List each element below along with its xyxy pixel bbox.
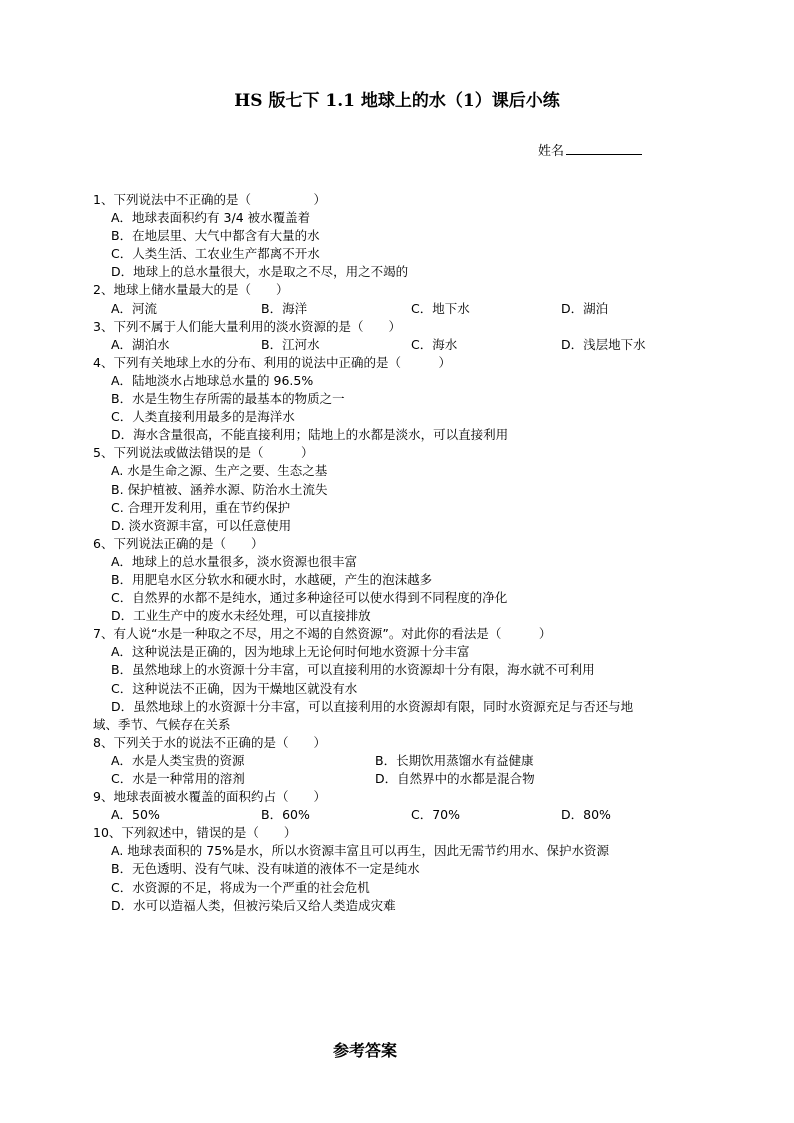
question-10-stem: 10、下列叙述中，错误的是（ ） [93, 825, 297, 841]
question-4-option-c: C．人类直接利用最多的是海洋水 [111, 409, 295, 425]
question-9-stem: 9、地球表面被水覆盖的面积约占（ ） [93, 789, 326, 805]
question-4-option-a: A．陆地淡水占地球总水量的 96.5% [111, 372, 314, 388]
question-6-stem: 6、下列说法正确的是（ ） [93, 535, 264, 551]
question-2-option-b: B．海洋 [261, 300, 308, 316]
question-6-option-a: A．地球上的总水量很多，淡水资源也很丰富 [111, 553, 358, 569]
question-3-option-a: A．湖泊水 [111, 336, 170, 352]
question-4-stem: 4、下列有关地球上水的分布、利用的说法中正确的是（ ） [93, 354, 451, 370]
question-8-option-c: C．水是一种常用的溶剂 [111, 771, 245, 786]
question-2-option-d: D．湖泊 [561, 300, 609, 316]
question-2-stem: 2、地球上储水量最大的是（ ） [93, 282, 289, 298]
question-2-option-a: A．河流 [111, 300, 158, 316]
question-3-options [93, 336, 713, 354]
question-5-option-a: A. 水是生命之源、生产之要、生态之基 [111, 463, 328, 479]
question-7-option-d-continued: 域、季节、气候存在关系 [93, 716, 231, 732]
question-8-options-row2 [93, 770, 713, 788]
question-10-option-c: C．水资源的不足，将成为一个严重的社会危机 [111, 879, 370, 895]
question-1-option-d: D．地球上的总水量很大，水是取之不尽，用之不竭的 [111, 264, 409, 280]
question-4-option-d: D．海水含量很高，不能直接利用；陆地上的水都是淡水，可以直接利用 [111, 427, 509, 443]
question-6-option-d: D．工业生产中的废水未经处理，可以直接排放 [111, 608, 371, 624]
question-8-option-a: A．水是人类宝贵的资源 [111, 752, 245, 768]
question-5-option-c: C. 合理开发利用，重在节约保护 [111, 499, 291, 515]
question-1-option-b: B．在地层里、大气中都含有大量的水 [111, 228, 320, 244]
answer-heading: 参考答案 [332, 1041, 397, 1060]
question-6-option-b: B．用肥皂水区分软水和硬水时，水越硬，产生的泡沫越多 [111, 571, 433, 587]
question-7-option-a: A．这种说法是正确的，因为地球上无论何时何地水资源十分丰富 [111, 644, 470, 660]
question-7-option-c: C．这种说法不正确，因为干燥地区就没有水 [111, 680, 358, 696]
question-8-option-b: B．长期饮用蒸馏水有益健康 [375, 752, 534, 768]
question-8-options-row1 [93, 752, 713, 770]
question-4-option-b: B．水是生物生存所需的最基本的物质之一 [111, 391, 345, 407]
question-3-stem: 3、下列不属于人们能大量利用的淡水资源的是（ ） [93, 318, 401, 334]
name-blank-line[interactable] [566, 141, 642, 155]
question-2-options [93, 300, 713, 318]
document-title: HS 版七下 1.1 地球上的水（1）课后小练 [234, 91, 560, 111]
question-5-option-b: B. 保护植被、涵养水源、防治水土流失 [111, 481, 328, 497]
question-2-option-c: C．地下水 [411, 300, 470, 316]
question-9-option-d: D．80% [561, 807, 611, 823]
question-9-option-c: C．70% [411, 807, 461, 823]
question-3-option-d: D．浅层地下水 [561, 336, 646, 352]
question-9-option-b: B．60% [261, 807, 310, 823]
question-1-stem: 1、下列说法中不正确的是（ ） [93, 192, 326, 207]
question-list [93, 191, 713, 915]
question-8-stem: 8、下列关于水的说法不正确的是（ ） [93, 734, 326, 750]
question-1-option-c: C．人类生活、工农业生产都离不开水 [111, 246, 320, 262]
question-9-option-a: A．50% [111, 807, 160, 823]
question-7-option-d: D．虽然地球上的水资源十分丰富，可以直接利用的水资源却有限，同时水资源充足与否还与地 [111, 698, 634, 714]
question-3-option-c: C．海水 [411, 336, 458, 352]
question-7-stem: 7、有人说“水是一种取之不尽，用之不竭的自然资源”。对此你的看法是（ ） [93, 626, 552, 642]
question-10-option-a: A. 地球表面积的 75%是水，所以水资源丰富且可以再生，因此无需节约用水、保护水资源 [111, 843, 610, 859]
question-10-option-b: B．无色透明、没有气味、没有味道的液体不一定是纯水 [111, 861, 420, 877]
name-field[interactable] [538, 140, 642, 159]
question-7-option-b: B．虽然地球上的水资源十分丰富，可以直接利用的水资源却十分有限，海水就不可利用 [111, 662, 595, 678]
question-5-option-d: D. 淡水资源丰富，可以任意使用 [111, 517, 292, 533]
question-6-option-c: C．自然界的水都不是纯水，通过多种途径可以使水得到不同程度的净化 [111, 590, 508, 606]
question-10-option-d: D．水可以造福人类，但被污染后又给人类造成灾难 [111, 897, 396, 913]
question-1-option-a: A．地球表面积约有 3/4 被水覆盖着 [111, 210, 311, 226]
name-label: 姓名 [538, 144, 565, 159]
question-5-stem: 5、下列说法或做法错误的是（ ） [93, 445, 314, 461]
question-9-options [93, 806, 713, 824]
question-8-option-d: D．自然界中的水都是混合物 [375, 771, 535, 786]
question-3-option-b: B．江河水 [261, 336, 320, 352]
